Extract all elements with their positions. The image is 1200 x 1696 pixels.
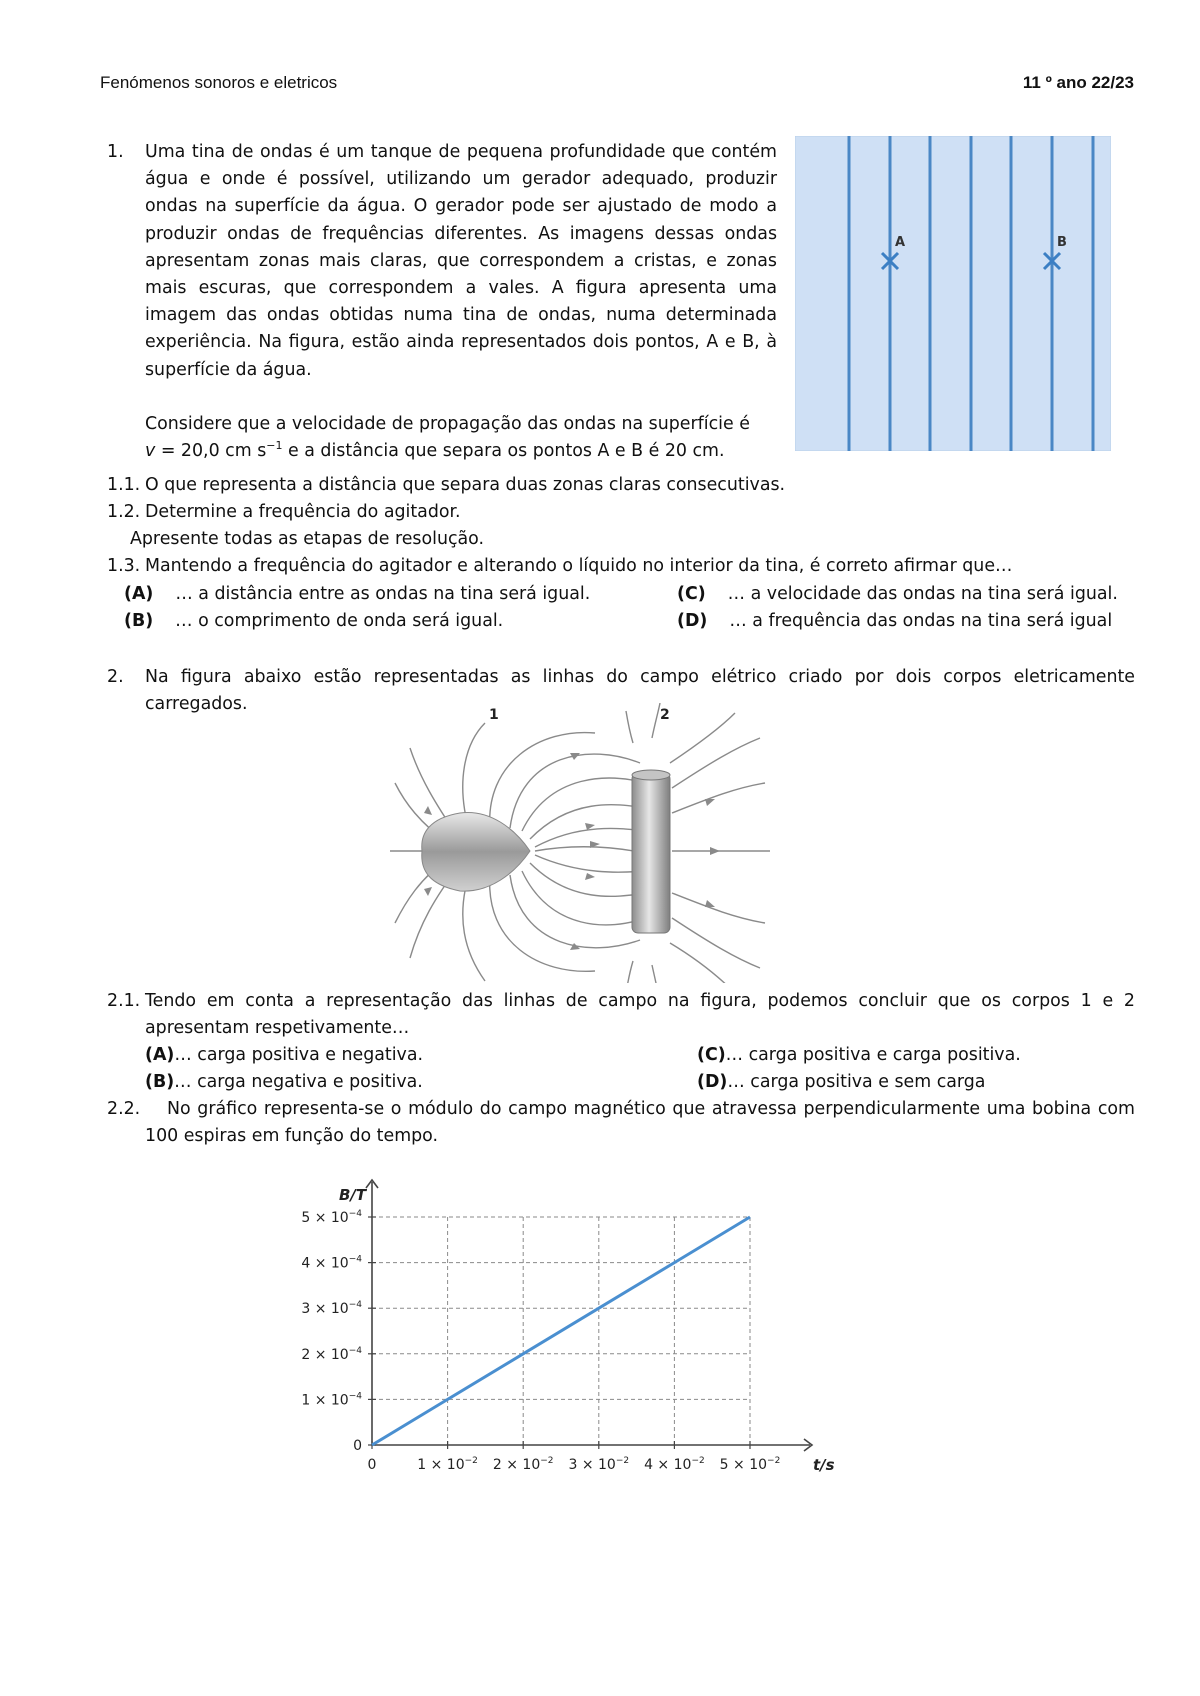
q1-2-text: Determine a frequência do agitador.: [145, 502, 461, 522]
x-tick-label: $5 \times 10^{-2}$: [719, 1456, 781, 1473]
header-right: 11 º ano 22/23: [1022, 73, 1134, 92]
x-tick-label: $1 \times 10^{-2}$: [417, 1456, 478, 1473]
q1-1-number: 1.1.: [107, 475, 141, 495]
q1-3-option-d[interactable]: (D) … a frequência das ondas na tina será igual: [677, 611, 1113, 631]
q2-paragraph: Na figura abaixo estão representadas as linhas do campo elétrico criado por dois corpos eletricamente carregados.: [145, 667, 1135, 715]
q2-number: 2.: [107, 667, 124, 687]
charged-body-2-top: [632, 770, 670, 780]
y-tick-label: $3 \times 10^{-4}$: [301, 1300, 362, 1318]
q2-1-number: 2.1.: [107, 991, 141, 1011]
y-tick-label: $1 \times 10^{-4}$: [301, 1391, 362, 1409]
series-line-b: [372, 1217, 750, 1445]
q2-1-option-d[interactable]: (D)… carga positiva e sem carga: [697, 1072, 986, 1092]
magnetic-field-chart: [290, 1170, 870, 1490]
charged-body-2: [632, 773, 670, 933]
q1-consider-line2: [145, 438, 725, 465]
q2-1-text: Tendo em conta a representação das linhas de campo na figura, podemos concluir que os corpos 1 e 2 apresentam respetivamente…: [145, 991, 1135, 1039]
q1-3-text: Mantendo a frequência do agitador e alterando o líquido no interior da tina, é correto afirmar que…: [145, 556, 1013, 576]
q1-consider-rest: e a distância que separa os pontos A e B é 20 cm.: [282, 441, 725, 461]
q1-3-option-a[interactable]: (A) … a distância entre as ondas na tina será igual.: [124, 584, 591, 604]
x-tick-labels: [368, 1456, 781, 1473]
q2-1-option-a[interactable]: (A)… carga positiva e negativa.: [145, 1045, 424, 1065]
q2-2-number: 2.2.: [107, 1099, 141, 1119]
electric-field-figure: [390, 703, 770, 983]
x-tick-label: 0: [367, 1457, 377, 1473]
q1-paragraph: Uma tina de ondas é um tanque de pequena profundidade que contém água e onde é possível, utilizando um gerador adequado, produzir ondas na superfície da água. O gerador pode ser ajustado de modo a produzir ondas de frequências diferentes. As imagens dessas ondas apresentam zonas mais claras, que correspondem a cristas, e zonas mais escuras, que correspondem a vales. A figura apresenta uma imagem das ondas obtidas numa tina de ondas, numa determinada experiência. Na figura, estão ainda representados dois pontos, A e B, à superfície da água.: [145, 142, 777, 380]
y-tick-label: $2 \times 10^{-4}$: [301, 1345, 362, 1363]
q1-3-option-c[interactable]: (C) … a velocidade das ondas na tina será igual.: [677, 584, 1118, 604]
q2-1-option-c[interactable]: (C)… carga positiva e carga positiva.: [697, 1045, 1021, 1065]
q2-2-text: No gráfico representa-se o módulo do campo magnético que atravessa perpendicularmente uma bobina com 100 espiras em função do tempo.: [145, 1099, 1135, 1147]
q1-number: 1.: [107, 142, 124, 162]
point-b-label: B: [1057, 235, 1067, 250]
y-tick-labels: [301, 1209, 362, 1454]
wave-tank-background: [795, 136, 1111, 451]
y-tick-label: 0: [353, 1438, 362, 1454]
wave-tank-figure: [795, 136, 1111, 451]
q1-3-option-b[interactable]: (B) … o comprimento de onda será igual.: [124, 611, 504, 631]
x-tick-label: $3 \times 10^{-2}$: [568, 1456, 630, 1473]
point-a-label: A: [895, 235, 906, 250]
header-left: Fenómenos sonoros e eletricos: [100, 73, 338, 92]
q1-3-number: 1.3.: [107, 556, 141, 576]
q1-2-number: 1.2.: [107, 502, 141, 522]
q1-1-text: O que representa a distância que separa duas zonas claras consecutivas.: [145, 475, 786, 495]
y-tick-label: $5 \times 10^{-4}$: [301, 1209, 362, 1226]
q1-2-note: Apresente todas as etapas de resolução.: [130, 529, 485, 549]
q1-consider-eq: = 20,0 cm s: [155, 441, 267, 461]
q1-consider-line1: Considere que a velocidade de propagação das ondas na superfície é: [145, 414, 750, 434]
y-tick-label: $4 \times 10^{-4}$: [301, 1254, 362, 1272]
x-tick-label: $2 \times 10^{-2}$: [492, 1456, 554, 1473]
x-tick-label: $4 \times 10^{-2}$: [644, 1456, 705, 1473]
body-1-label: 1: [489, 707, 499, 723]
chart-series: [372, 1217, 750, 1445]
charged-body-1: [422, 812, 530, 891]
body-2-label: 2: [660, 707, 670, 723]
q1-var-v: v: [145, 441, 156, 461]
q2-1-option-b[interactable]: (B)… carga negativa e positiva.: [145, 1072, 423, 1092]
y-axis-label: B/T: [339, 1186, 367, 1204]
x-axis-label: t/s: [813, 1456, 835, 1474]
q1-consider-sup: −1: [266, 439, 283, 453]
